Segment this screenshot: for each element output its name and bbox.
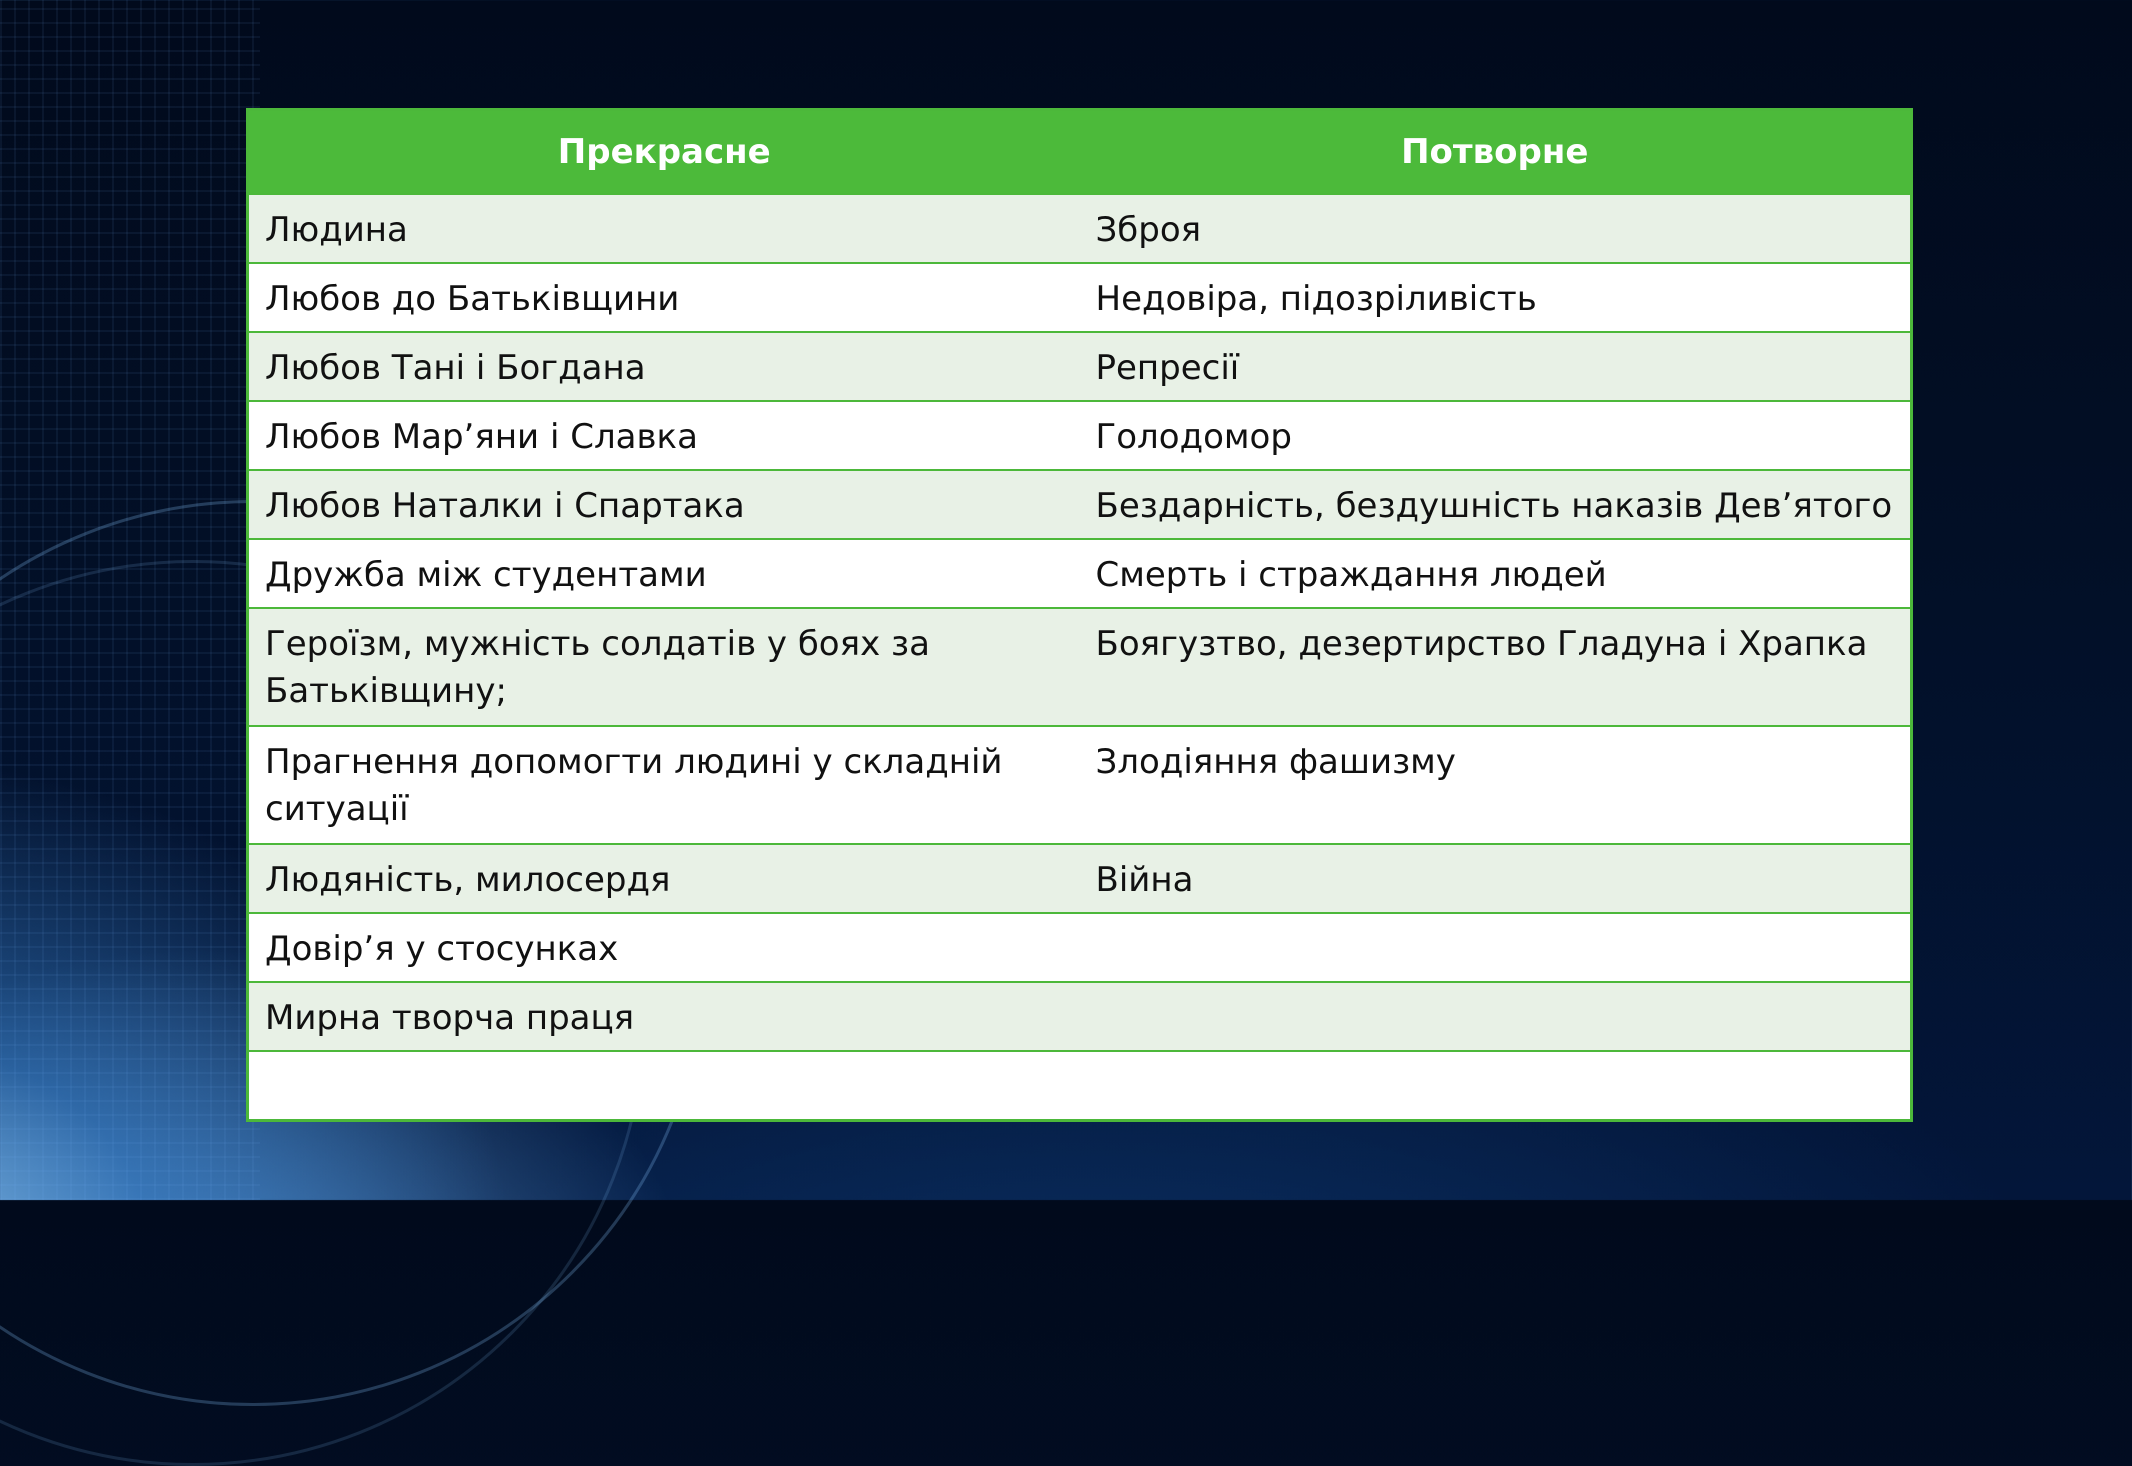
table-cell <box>1080 913 1912 982</box>
table-row <box>248 844 1912 913</box>
table-row <box>248 332 1912 401</box>
table-row <box>248 539 1912 608</box>
table-cell: Любов до Батьківщини <box>248 263 1080 332</box>
table-cell: Смерть і страждання людей <box>1080 539 1912 608</box>
background-grid <box>0 0 260 1200</box>
table-cell <box>1080 982 1912 1051</box>
table-cell: Любов Тані і Богдана <box>248 332 1080 401</box>
table-cell: Боягузтво, дезертирство Гладуна і Храпка <box>1080 608 1912 726</box>
table-cell: Людина <box>248 194 1080 263</box>
table-row <box>248 726 1912 844</box>
table-cell: Голодомор <box>1080 401 1912 470</box>
table-cell: Війна <box>1080 844 1912 913</box>
table-row <box>248 470 1912 539</box>
table-cell: Недовіра, підозріливість <box>1080 263 1912 332</box>
table-cell: Дружба між студентами <box>248 539 1080 608</box>
table-cell: Бездарність, бездушність наказів Дев’ятого <box>1080 470 1912 539</box>
table-cell: Прагнення допомогти людині у складній ситуації <box>248 726 1080 844</box>
table-row <box>248 913 1912 982</box>
table-cell: Мирна творча праця <box>248 982 1080 1051</box>
table-cell: Репресії <box>1080 332 1912 401</box>
header-ugly: Потворне <box>1080 110 1912 195</box>
table-cell: Людяність, милосердя <box>248 844 1080 913</box>
table-cell: Любов Мар’яни і Славка <box>248 401 1080 470</box>
table-cell: Злодіяння фашизму <box>1080 726 1912 844</box>
table-row <box>248 982 1912 1051</box>
table-row <box>248 401 1912 470</box>
header-beautiful: Прекрасне <box>248 110 1080 195</box>
comparison-table <box>246 108 1913 1122</box>
table-row <box>248 1051 1912 1121</box>
table-cell: Любов Наталки і Спартака <box>248 470 1080 539</box>
table-row <box>248 194 1912 263</box>
table-cell <box>248 1051 1080 1121</box>
table-header-row <box>248 110 1912 195</box>
table-row <box>248 608 1912 726</box>
comparison-table-container <box>246 108 1910 1122</box>
table-cell: Довір’я у стосунках <box>248 913 1080 982</box>
table-row <box>248 263 1912 332</box>
table-cell: Героїзм, мужність солдатів у боях за Батьківщину; <box>248 608 1080 726</box>
table-cell: Зброя <box>1080 194 1912 263</box>
table-cell <box>1080 1051 1912 1121</box>
